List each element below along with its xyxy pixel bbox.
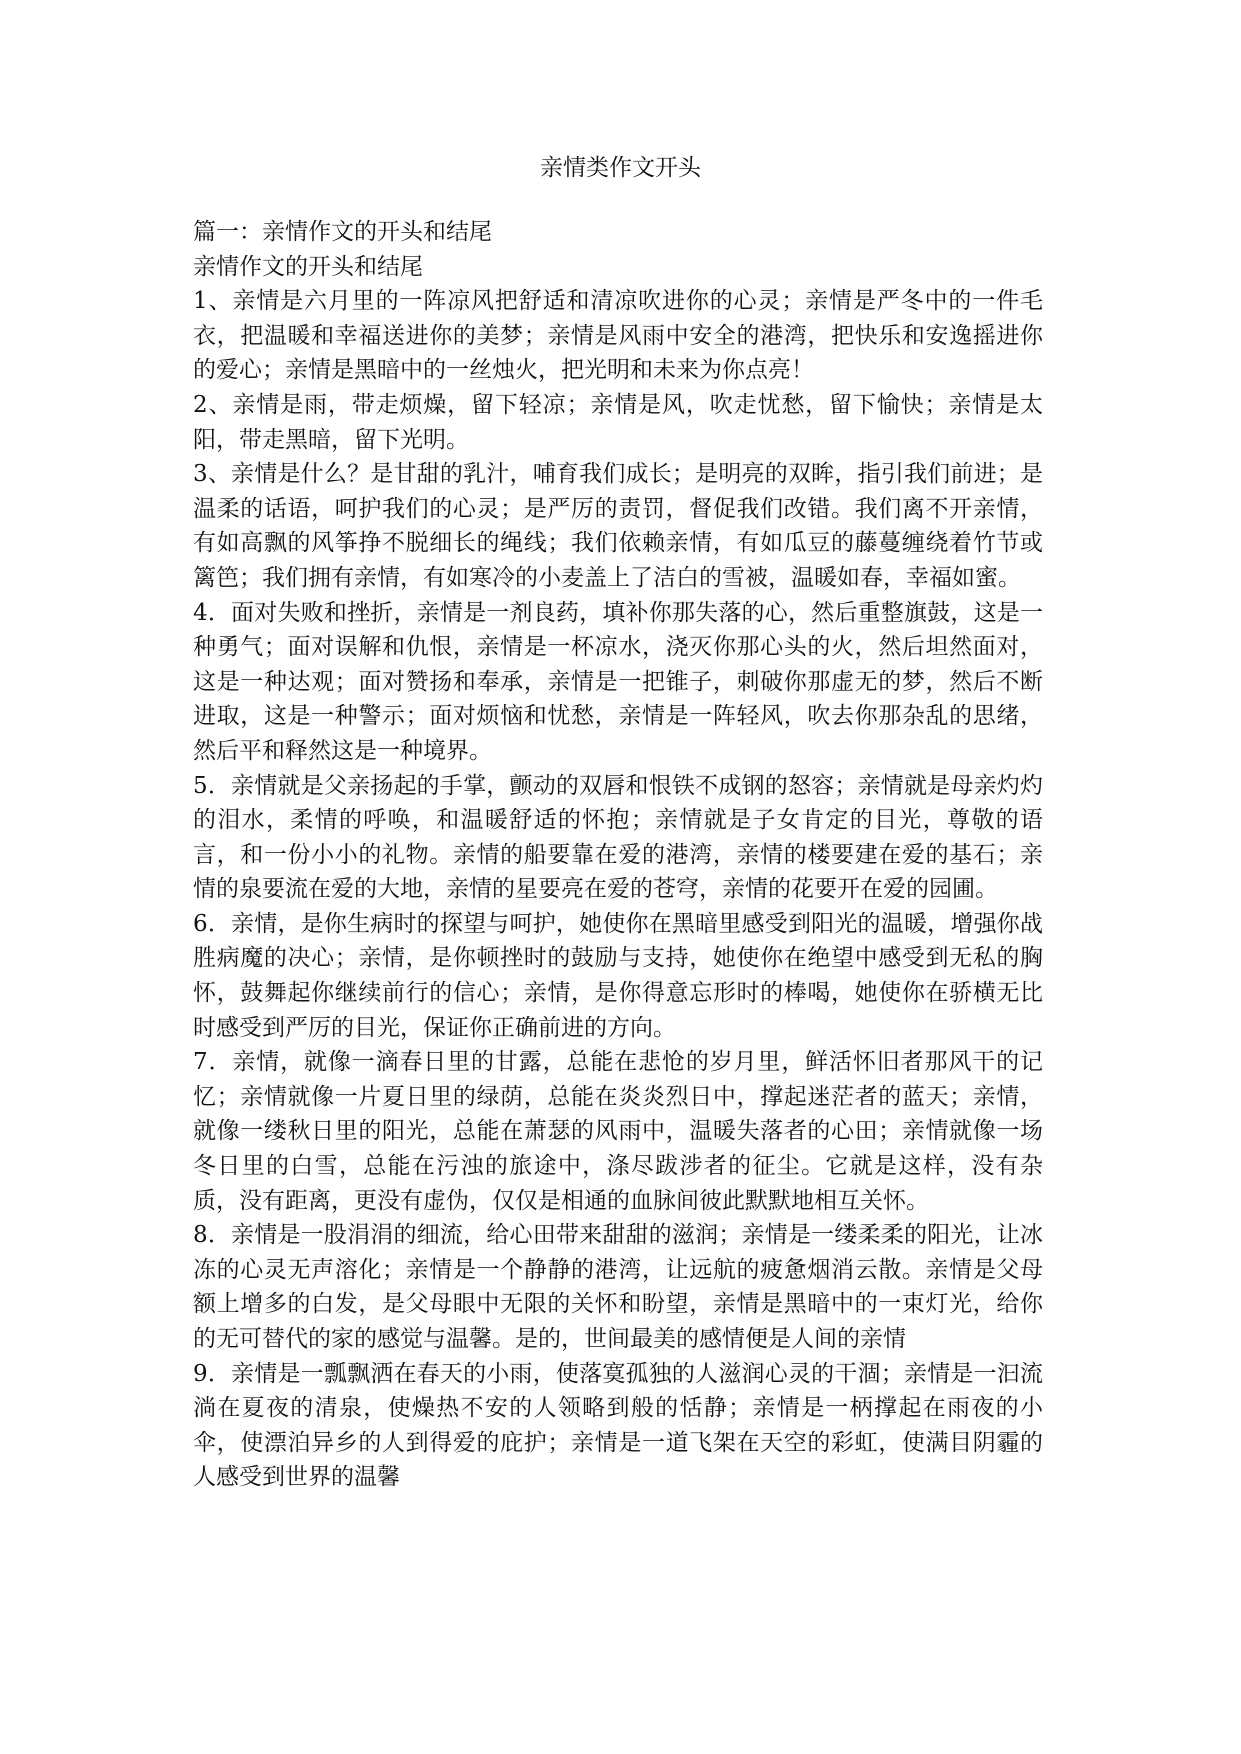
paragraph-2: 2、亲情是雨，带走烦燥，留下轻凉；亲情是风，吹走忧愁，留下愉快；亲情是太阳，带走黑暗，留下光明。 — [193, 391, 1043, 453]
document-title: 亲情类作文开头 — [540, 155, 701, 181]
subsection-heading: 亲情作文的开头和结尾 — [193, 253, 423, 280]
paragraph-4: 4．面对失败和挫折，亲情是一剂良药，填补你那失落的心，然后重整旗鼓，这是一种勇气；面对误解和仇恨，亲情是一杯凉水，浇灭你那心头的火，然后坦然面对，这是一种达观；面对赞扬和奉承，亲情是一把锥子，刺破你那虚无的梦，然后不断进取，这是一种警示；面对烦恼和忧愁，亲情是一阵轻风，吹去你那杂乱的思绪，然后平和释然这是一种境界。 — [193, 599, 1043, 764]
paragraph-6: 6．亲情，是你生病时的探望与呵护，她使你在黑暗里感受到阳光的温暖，增强你战胜病魔的决心；亲情，是你顿挫时的鼓励与支持，她使你在绝望中感受到无私的胸怀，鼓舞起你继续前行的信心；亲情，是你得意忘形时的棒喝，她使你在骄横无比时感受到严厉的目光，保证你正确前进的方向。 — [193, 910, 1043, 1041]
document-body — [193, 215, 1043, 1495]
paragraph-5: 5．亲情就是父亲扬起的手掌，颤动的双唇和恨铁不成钢的怒容；亲情就是母亲灼灼的泪水，柔情的呼唤，和温暖舒适的怀抱；亲情就是子女肯定的目光，尊敬的语言，和一份小小的礼物。亲情的船要靠在爱的港湾，亲情的楼要建在爱的基石；亲情的泉要流在爱的大地，亲情的星要亮在爱的苍穹，亲情的花要开在爱的园圃。 — [193, 772, 1043, 903]
paragraph-1: 1、亲情是六月里的一阵凉风把舒适和清凉吹进你的心灵；亲情是严冬中的一件毛衣，把温暖和幸福送进你的美梦；亲情是风雨中安全的港湾，把快乐和安逸摇进你的爱心；亲情是黑暗中的一丝烛火，把光明和未来为你点亮！ — [193, 288, 1043, 384]
paragraph-7: 7．亲情，就像一滴春日里的甘露，总能在悲怆的岁月里，鲜活怀旧者那风干的记忆；亲情就像一片夏日里的绿荫，总能在炎炎烈日中，撑起迷茫者的蓝天；亲情，就像一缕秋日里的阳光，总能在萧瑟的风雨中，温暖失落者的心田；亲情就像一场冬日里的白雪，总能在污浊的旅途中，涤尽跋涉者的征尘。它就是这样，没有杂质，没有距离，更没有虚伪，仅仅是相通的血脉间彼此默默地相互关怀。 — [193, 1049, 1043, 1214]
paragraph-9: 9．亲情是一瓢飘洒在春天的小雨，使落寞孤独的人滋润心灵的干涸；亲情是一汩流淌在夏夜的清泉，使燥热不安的人领略到般的恬静；亲情是一柄撑起在雨夜的小伞，使漂泊异乡的人到得爱的庇护；亲情是一道飞架在天空的彩虹，使满目阴霾的人感受到世界的温馨 — [193, 1360, 1043, 1491]
section-heading: 篇一：亲情作文的开头和结尾 — [193, 219, 492, 245]
paragraph-8: 8．亲情是一股涓涓的细流，给心田带来甜甜的滋润；亲情是一缕柔柔的阳光，让冰冻的心灵无声溶化；亲情是一个静静的港湾，让远航的疲惫烟消云散。亲情是父母额上增多的白发，是父母眼中无限的关怀和盼望，亲情是黑暗中的一束灯光，给你的无可替代的家的感觉与温馨。是的，世间最美的感情便是人间的亲情 — [193, 1222, 1043, 1352]
paragraph-3: 3、亲情是什么？是甘甜的乳汁，哺育我们成长；是明亮的双眸，指引我们前进；是温柔的话语，呵护我们的心灵；是严厉的责罚，督促我们改错。我们离不开亲情，有如高飘的风筝挣不脱细长的绳线；我们依赖亲情，有如瓜豆的藤蔓缠绕着竹节或篱笆；我们拥有亲情，有如寒冷的小麦盖上了洁白的雪被，温暖如春，幸福如蜜。 — [193, 461, 1043, 591]
